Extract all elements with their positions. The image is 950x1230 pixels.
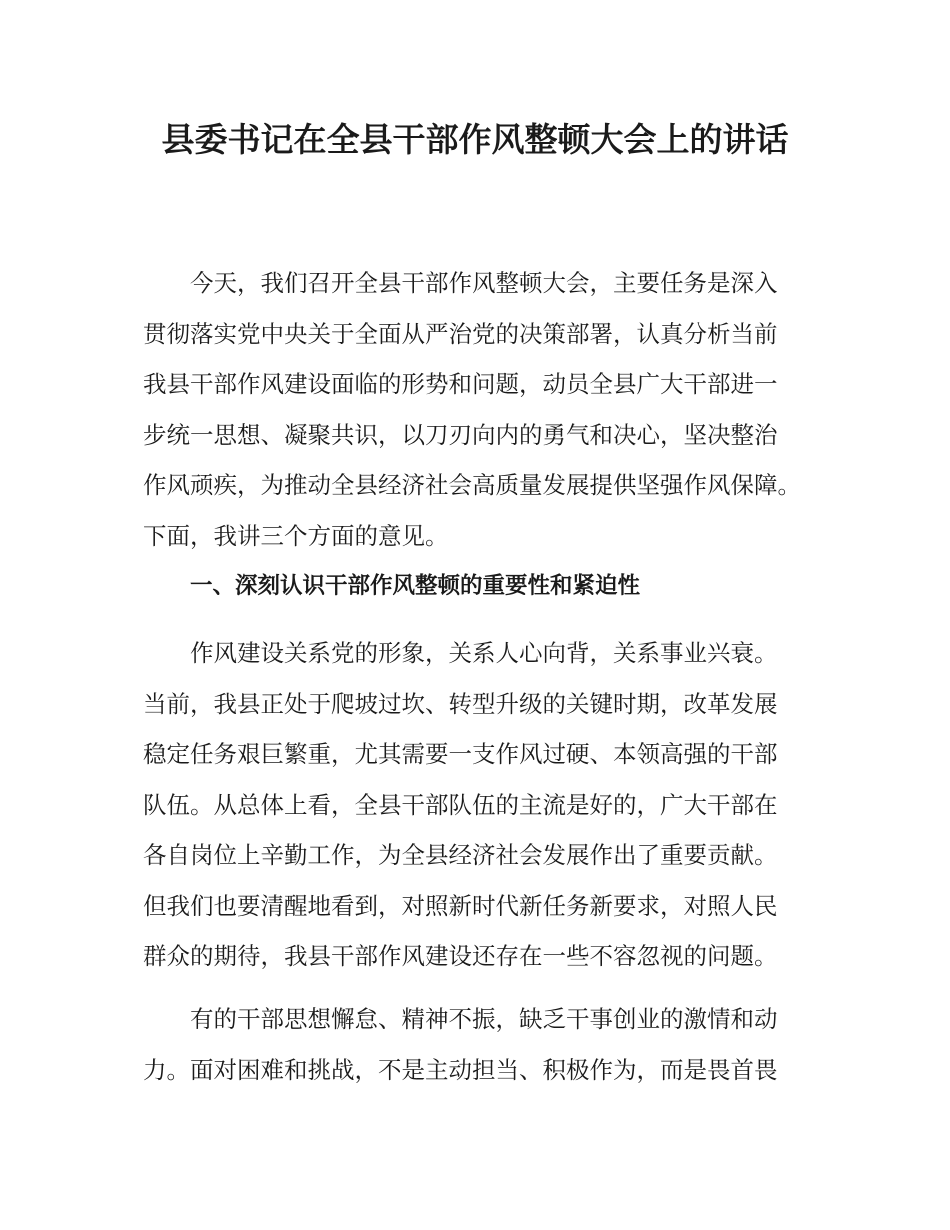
text-line: 有的干部思想懈怠、精神不振，缺乏干事创业的激情和动 [190, 1005, 778, 1033]
text-line: 下面，我讲三个方面的意见。 [143, 521, 449, 550]
text-line: 步统一思想、凝聚共识，以刀刃向内的勇气和决心，坚决整治 [143, 420, 778, 449]
paragraph-body-2 [143, 994, 823, 1095]
paragraph-intro [143, 258, 823, 561]
text-line: 但我们也要清醒地看到，对照新时代新任务新要求，对照人民 [143, 891, 778, 920]
text-line: 队伍。从总体上看，全县干部队伍的主流是好的，广大干部在 [143, 790, 778, 819]
text-line: 群众的期待，我县干部作风建设还存在一些不容忽视的问题。 [143, 942, 778, 970]
text-line: 我县干部作风建设面临的形势和问题，动员全县广大干部进一 [143, 370, 778, 398]
text-line: 稳定任务艰巨繁重，尤其需要一支作风过硬、本领高强的干部 [143, 740, 778, 768]
text-line: 当前，我县正处于爬坡过坎、转型升级的关键时期，改革发展 [143, 689, 778, 718]
text-line: 贯彻落实党中央关于全面从严治党的决策部署，认真分析当前 [143, 319, 778, 348]
section-heading: 一、深刻认识干部作风整顿的重要性和紧迫性 [190, 573, 641, 599]
paragraph-body-1 [143, 628, 823, 982]
text-line: 作风顽疾，为推动全县经济社会高质量发展提供坚强作风保障。 [143, 471, 801, 499]
document-title: 县委书记在全县干部作风整顿大会上的讲话 [161, 120, 789, 159]
text-line: 作风建设关系党的形象，关系人心向背，关系事业兴衰。 [190, 639, 778, 667]
text-line: 各自岗位上辛勤工作，为全县经济社会发展作出了重要贡献。 [143, 841, 778, 869]
text-line: 今天，我们召开全县干部作风整顿大会，主要任务是深入 [190, 269, 778, 297]
text-line: 力。面对困难和挑战，不是主动担当、积极作为，而是畏首畏 [143, 1055, 778, 1084]
